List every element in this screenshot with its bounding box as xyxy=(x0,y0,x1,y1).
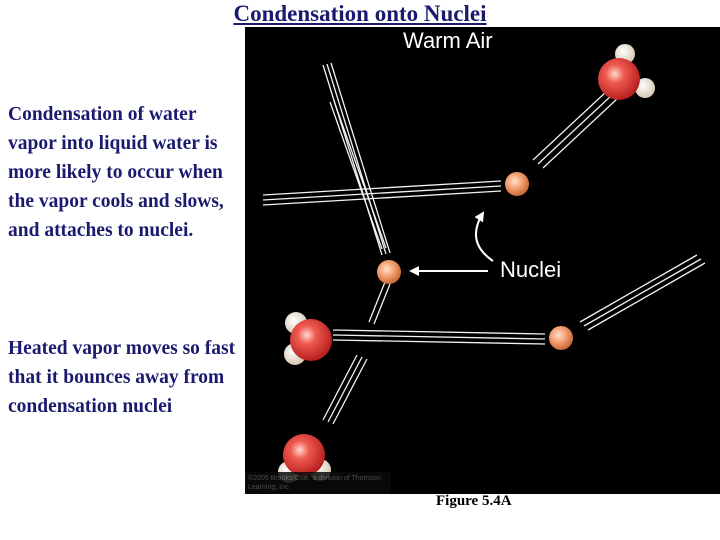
nucleus-center xyxy=(377,260,401,284)
streak-long-vertical xyxy=(323,63,390,255)
text-heated-vapor-description: Heated vapor moves so fast that it bounces away from condensation nuclei xyxy=(8,338,236,417)
nucleus-upper-right xyxy=(505,172,529,196)
streak-horizontal-middle xyxy=(333,330,545,344)
water-molecule-middle-left xyxy=(284,312,332,365)
nuclei-arrows xyxy=(411,213,493,271)
streak-to-nucleus-right xyxy=(580,255,705,330)
slide-title: Condensation onto Nuclei xyxy=(233,1,487,26)
copyright-credit: ©2005 Brooks/Cole, a division of Thomson Learning, Inc. xyxy=(245,472,391,494)
condensation-figure xyxy=(245,27,720,494)
streak-molecule-top-right xyxy=(533,91,617,168)
label-warm-air: Warm Air xyxy=(403,28,493,53)
figure-caption: Figure 5.4A xyxy=(436,493,512,509)
streak-to-nucleus-center xyxy=(369,282,390,324)
condensation-diagram xyxy=(245,27,720,494)
streak-bottom-vertical xyxy=(323,355,367,424)
text-condensation-description: Condensation of water vapor into liquid water is more likely to occur when the vapor cools and slows, and attaches to nuclei. xyxy=(8,104,224,241)
nucleus-lower-right xyxy=(549,326,573,350)
water-molecule-top-right xyxy=(598,44,655,100)
label-nuclei: Nuclei xyxy=(500,257,562,282)
streak-to-nucleus-top-right xyxy=(263,181,501,205)
arrow-to-upper-nucleus xyxy=(476,213,493,261)
motion-streaks xyxy=(263,63,705,424)
